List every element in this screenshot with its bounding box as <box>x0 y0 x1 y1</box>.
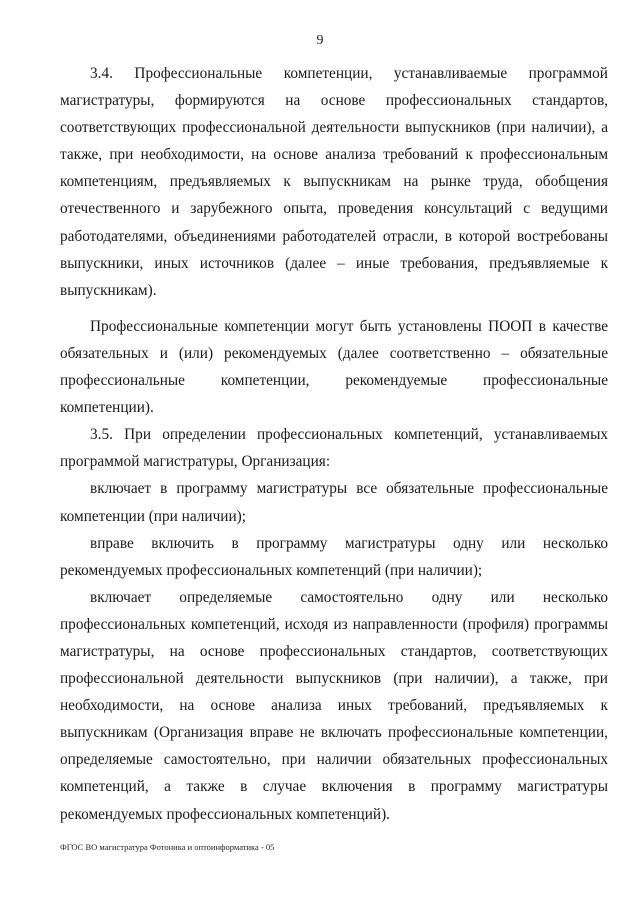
page-number: 9 <box>316 33 324 48</box>
list-item-recommended: вправе включить в программу магистратуры одну или несколько рекомендуемых профессиональных компетенций (при наличии); <box>60 534 608 579</box>
paragraph-pk-established: Профессиональные компетенции могут быть установлены ПООП в качестве обязательных и (или) рекомендуемых (далее соответственно – обязательные профессиональные компетенции, рекомендуемые профессиональные компетенции). <box>60 317 608 417</box>
footer-caption: ФГОС ВО магистратура Фотоника и оптоинформатика - 05 <box>60 842 275 852</box>
document-body <box>60 60 608 828</box>
list-item-mandatory: включает в программу магистратуры все обязательные профессиональные компетенции (при наличии); <box>60 480 608 525</box>
list-item-self-defined: включает определяемые самостоятельно одну или несколько профессиональных компетенций, исходя из направленности (профиля) программы магистратуры, на основе профессиональных стандартов, соответствующих профессиональной деятельности выпускников (при наличии), а также, при необходимости, на основе анализа иных требований, предъявляемых к выпускникам (Организация вправе не включать профессиональные компетенции, определяемые самостоятельно, при наличии обязательных профессиональных компетенций, а также в случае включения в программу магистратуры рекомендуемых профессиональных компетенций). <box>60 588 608 823</box>
paragraph-3-5: 3.5. При определении профессиональных компетенций, устанавливаемых программой магистратуры, Организация: <box>60 426 608 471</box>
paragraph-3-4: 3.4. Профессиональные компетенции, устанавливаемые программой магистратуры, формируются на основе профессиональных стандартов, соответствующих профессиональной деятельности выпускников (при наличии), а также, при необходимости, на основе анализа требований к профессиональным компетенциям, предъявляемых к выпускникам на рынке труда, обобщения отечественного и зарубежного опыта, проведения консультаций с ведущими работодателями, объединениями работодателей отрасли, в которой востребованы выпускники, иных источников (далее – иные требования, предъявляемые к выпускникам). <box>60 65 608 299</box>
